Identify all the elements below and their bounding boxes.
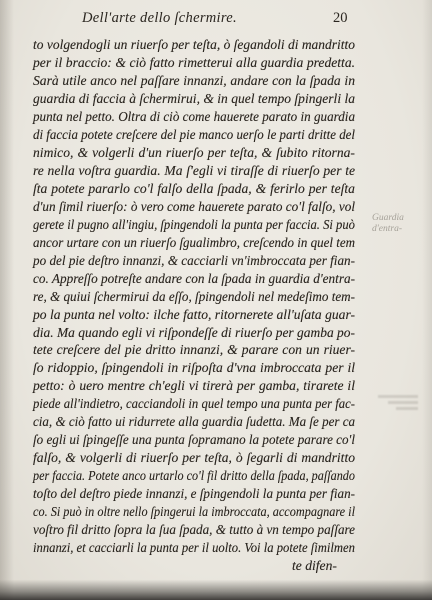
text-line: gerete il pugno all'ingiu, ſpingendoli la punta per faccia. Si può [33, 216, 355, 232]
text-line: punta nel petto. Oltra di ciò come hauerete parato in guardia [33, 108, 356, 124]
text-line: di faccia potete creſcere del pie manco uerſo le parti dritte del [33, 126, 356, 142]
text-line: ancor urtare con un riuerſo ſgualimbro, creſcendo in quel tem [33, 234, 355, 250]
text-line: ſo ridoppio, ſpingendoli in riſpoſta d'vna imbroccata per il [33, 360, 356, 376]
text-line: re, & quiui ſchermirui da eſſo, ſpingendoli nel medeſimo tem- [33, 288, 356, 304]
margin-note-line: d'entra- [372, 224, 402, 234]
text-line: nimico, & volgerli d'un riuerſo per teſta, & ſubito ritorna- [33, 144, 355, 160]
text-line: cia, & ciò fatto ui ridurrete alla guardia ſudetta. Ma ſe per ca [33, 414, 356, 430]
running-head: Dell'arte dello ſchermire. [82, 10, 237, 26]
body-text [33, 36, 355, 575]
text-line: po del pie deſtro innanzi, & cacciarli vn'imbroccata per fian- [33, 252, 356, 268]
text-line: re nella voſtra guardia. Ma ſ'egli vi tiraſſe di riuerſo per te [33, 162, 356, 178]
text-line: tete creſcere del pie dritto innanzi, & parare con un riuer- [33, 342, 356, 358]
show-through-marks [372, 392, 418, 418]
text-line: d'un ſimil riuerſo: ò vero come hauerete parato co'l falſo, vol [33, 198, 355, 214]
text-line: falſo, & volgerli di riuerſo per teſta, ò ſegarli di mandritto [33, 450, 356, 466]
text-line: per il braccio: & ciò fatto rimetterui alla guardia predetta. [33, 54, 356, 70]
text-line: co. Appreſſo potreſte andare con la ſpada in guardia d'entra- [33, 270, 356, 286]
text-line: toſto del deſtro piede innanzi, e ſpingendoli la punta per fian- [33, 486, 355, 502]
text-line: innanzi, et cacciarli la punta per il uolto. Voi la potete ſimilmen [33, 540, 355, 556]
text-line-last: te difen- [292, 558, 337, 574]
text-line: co. Si può in oltre nello ſpingerui la imbroccata, accompagnare il [33, 504, 355, 520]
text-line: piede all'indietro, cacciandoli in quel tempo una punta per fac- [33, 396, 355, 412]
text-line: dia. Ma quando egli vi riſpondeſſe di riuerſo per gamba po- [33, 324, 356, 340]
margin-note-line: Guardia [372, 213, 404, 223]
text-line: ſta potete pararlo co'l falſo della ſpada, & ferirlo per teſta [33, 180, 355, 196]
text-line: voſtro fil dritto ſopra la ſua ſpada, & tutto à vn tempo paſſare [33, 522, 356, 538]
text-line: petto: ò uero mentre ch'egli vi tirerà per gamba, tirarete il [33, 378, 355, 394]
text-line: po la punta nel volto: ilche fatto, ritornerete all'uſata guar- [33, 306, 355, 322]
text-line: to volgendogli un riuerſo per teſta, ò ſegandoli di mandritto [33, 37, 355, 52]
text-line: guardia di faccia à ſchermirui, & in quel tempo ſpingerli la [33, 90, 356, 106]
text-line: Sarà utile anco nel paſſare innanzi, andare con la ſpada in [33, 72, 355, 88]
page-number: 20 [333, 10, 348, 26]
text-line: ſo egli ui ſpingeſſe una punta ſopramano la potete parare co'l [33, 432, 355, 448]
text-line: per faccia. Potete anco urtarlo co'l fil dritto della ſpada, paſſando [33, 468, 355, 484]
margin-note [372, 213, 404, 235]
